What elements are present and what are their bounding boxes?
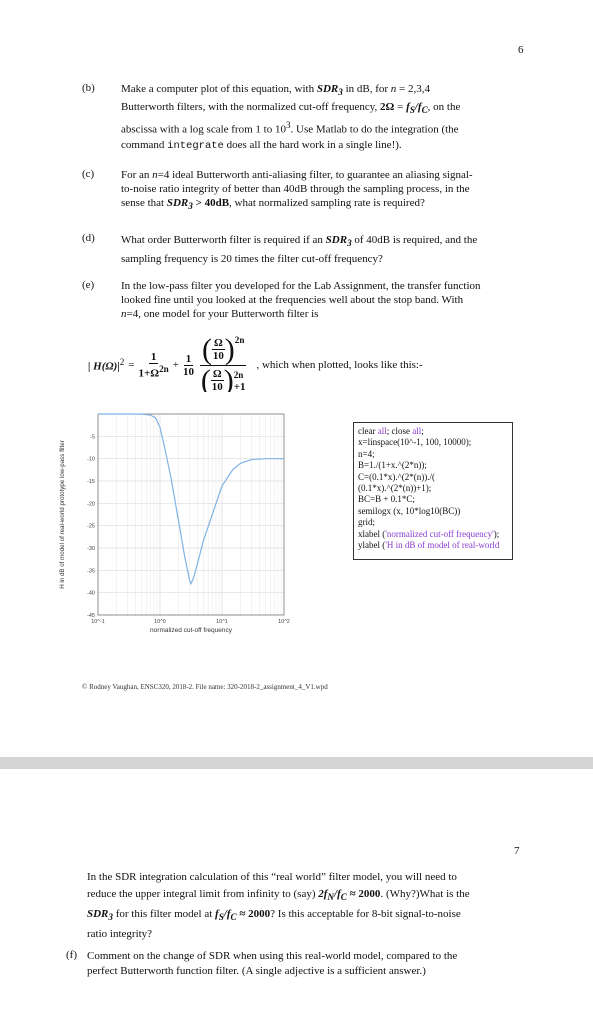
item-e-label: (e) — [82, 279, 95, 291]
code-line: BC=B + 0.1*C; — [358, 494, 415, 505]
code-line: C=(0.1*x).^(2*(n))./( — [358, 471, 436, 482]
y-tick-label: -20 — [87, 501, 95, 508]
y-tick-label: -15 — [87, 479, 95, 485]
x-tick-label: 10^2 — [278, 619, 290, 625]
y-tick-label: -10 — [87, 456, 95, 463]
code-line: grid; — [358, 517, 375, 528]
x-tick-label: 10^0 — [154, 619, 166, 625]
y-tick-label: -25 — [87, 523, 95, 530]
item-f-label: (f) — [66, 949, 77, 961]
code-line: x=linspace(10^-1, 100, 10000); — [358, 437, 472, 448]
page-number: 6 — [518, 44, 524, 56]
transfer-function-formula: | $H(\Omega)|^2$ = $\frac{1}{1+\Omega^{2n}}$ + $\frac{1}{10}$ ( $\frac{\Omega}{10}$ ) $^{2n}$ ( $\frac{\Omega}{10}$ ) 2n +1 , which when plotted, looks like this:- — [88, 332, 423, 397]
matlab-code-box — [353, 422, 513, 560]
y-tick-label: -35 — [87, 568, 95, 575]
item-c-label: (c) — [82, 168, 95, 180]
x-tick-label: 10^-1 — [91, 619, 105, 625]
code-line: xlabel ('normalized cut-off frequency'); — [358, 528, 500, 539]
y-tick-label: -30 — [87, 546, 95, 552]
x-axis-label: normalized cut-off frequency — [150, 627, 232, 634]
y-axis-label: H in dB of model of real-world prototype low-pass filter — [59, 440, 66, 589]
x-tick-label: 10^1 — [216, 619, 228, 625]
y-tick-label: -45 — [87, 613, 95, 619]
item-e-text: In the low-pass filter you developed for the Lab Assignment, the transfer function looked fine until you looked at the frequencies well about the stop band. With n=4, one model for your Butterworth filter is — [121, 280, 481, 320]
real-world-sdr-text: In the SDR integration calculation of this “real world” filter model, you will need to reduce the upper integral limit from infinity to (say) $2f_N/f_C \approx 2000$. (Why?)What is the $SDR_3$ for this filter model at $f_S/f_C \approx 2000$? Is this acceptable for 8-bit signal-to-noise ratio integrity? — [87, 871, 470, 941]
y-tick-label: -40 — [87, 590, 95, 597]
item-d-label: (d) — [82, 232, 95, 244]
frequency-response-chart — [56, 392, 348, 642]
item-d-text: What order Butterworth filter is required if an $SDR_3$ of 40dB is required, and the sampling frequency is 20 times the filter cut-off frequency? — [121, 234, 478, 266]
code-line: n=4; — [358, 448, 375, 459]
page-separator — [0, 757, 593, 769]
code-line: semilogx (x, 10*log10(BC)) — [358, 505, 461, 516]
item-f-text: Comment on the change of SDR when using this real-world model, compared to the perfect Butterworth function filter. (A single adjective is a sufficient answer.) — [87, 950, 458, 977]
y-tick-label: -5 — [90, 434, 95, 441]
code-line: (0.1*x).^(2*(n))+1); — [358, 483, 432, 494]
item-c-text: For an n=4 ideal Butterworth anti-aliasing filter, to guarantee an aliasing signal- to-noise ratio integrity of better than 40dB through the sampling process, in the sense that $SDR_3 > 40dB$, what normalized sampling rate is required? — [121, 169, 473, 212]
item-b-label: (b) — [82, 82, 95, 94]
item-b-text: Make a computer plot of this equation, with $SDR_3$ in dB, for n = 2,3,4 Butterworth filters, with the normalized cut-off frequency, $2\Omega = f_S/f_C$, on the abscissa with a log scale from 1 to $10^3$. Use Matlab to do the integration (the command integrate does all the hard work in a single line!). — [121, 83, 461, 153]
code-line: clear all; close all; — [358, 426, 424, 436]
page-number-7: 7 — [514, 845, 520, 857]
code-line: B=1./(1+x.^(2*n)); — [358, 460, 427, 471]
page-7 — [0, 769, 593, 1024]
page-footer: © Rodney Vaughan, ENSC320, 2018-2. File name: 320-2018-2_assignment_4_V1.wpd — [82, 683, 328, 691]
code-line: ylabel ('H in dB of model of real-world — [358, 540, 500, 551]
